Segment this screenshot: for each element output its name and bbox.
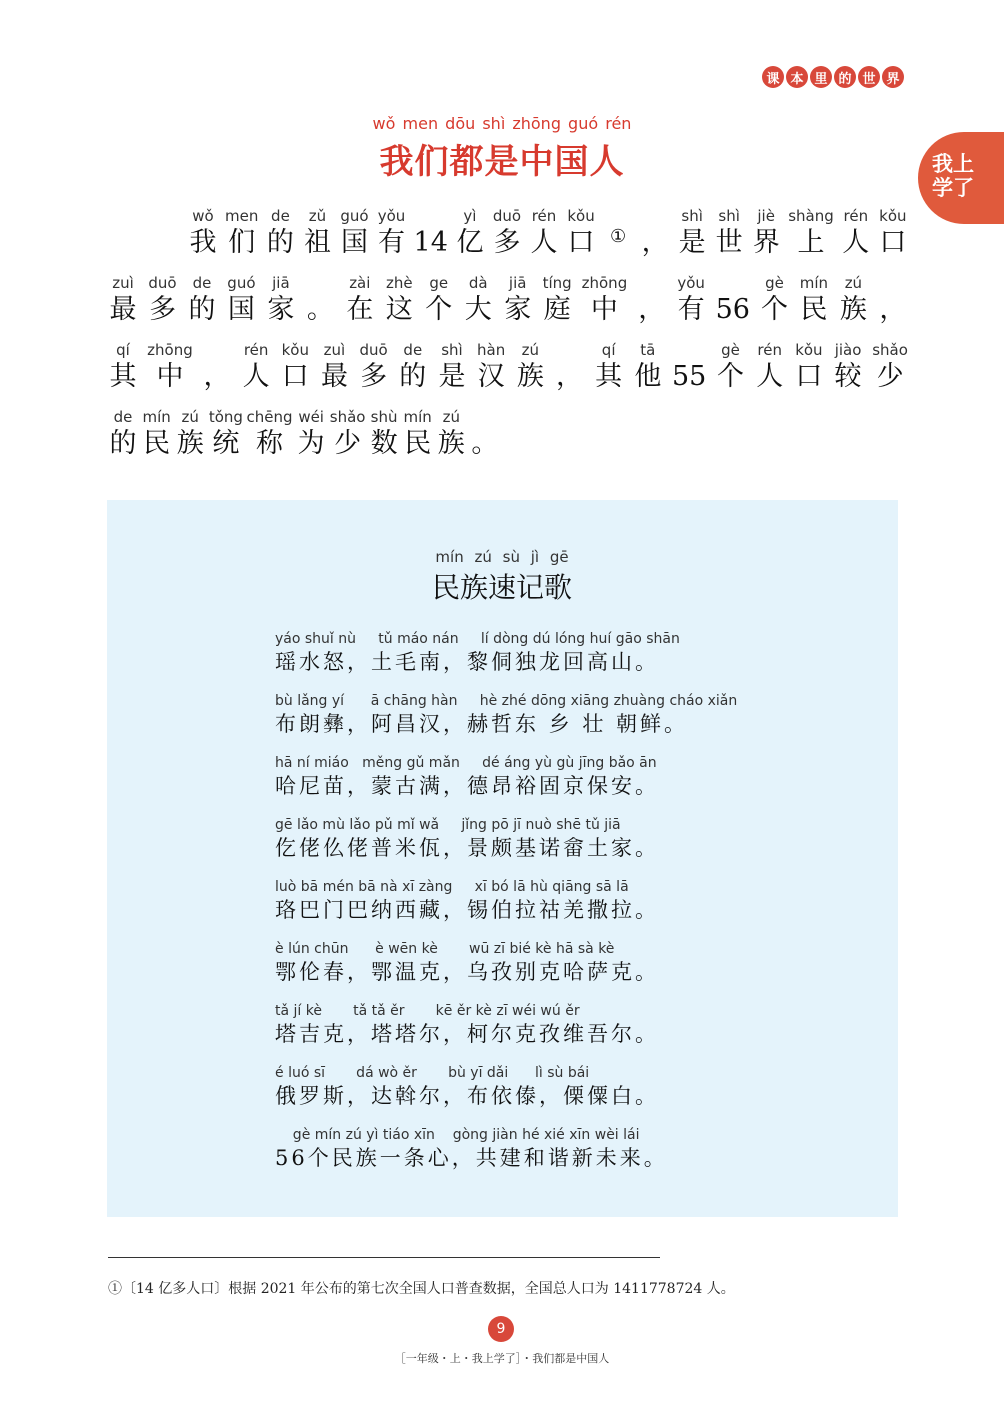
hanzi: 14 <box>413 227 448 258</box>
song-line <box>275 1002 659 1048</box>
pinyin: mín <box>403 408 432 426</box>
page-title: 我们都是中国人 <box>379 142 625 182</box>
hanzi: 们 <box>228 227 256 258</box>
hanzi: 称 <box>256 428 284 459</box>
footnote-rule <box>108 1257 660 1258</box>
section-tag-char: 界 <box>882 66 904 88</box>
pinyin: chēng <box>246 408 293 426</box>
main-paragraph <box>108 206 908 474</box>
song-line-text: 鄂伦春，鄂温克，乌孜别克哈萨克。 <box>275 960 659 984</box>
hanzi: 中 <box>590 294 618 325</box>
pinyin: zhōng <box>147 341 193 359</box>
hanzi: 个 <box>717 361 745 392</box>
paragraph-line <box>108 206 908 273</box>
pinyin: de <box>271 207 290 225</box>
pinyin: kǒu <box>795 341 823 359</box>
hanzi-cell <box>492 206 522 273</box>
section-tag-char: 世 <box>858 66 880 88</box>
hanzi: 族 <box>516 361 544 392</box>
hanzi-cell <box>175 407 205 474</box>
hanzi: 较 <box>834 361 862 392</box>
pinyin: men <box>225 207 259 225</box>
hanzi-cell <box>716 273 750 340</box>
pinyin: yì <box>463 207 477 225</box>
hanzi-cell <box>384 273 414 340</box>
song-line <box>275 754 659 800</box>
hanzi: 有 <box>677 294 705 325</box>
hanzi-cell <box>463 273 493 340</box>
hanzi-cell <box>147 273 177 340</box>
hanzi: 口 <box>879 227 907 258</box>
hanzi: 其 <box>595 361 623 392</box>
hanzi-cell <box>369 407 399 474</box>
hanzi: 个 <box>425 294 453 325</box>
hanzi: 族 <box>839 294 867 325</box>
hanzi: 的 <box>399 361 427 392</box>
hanzi-cell <box>345 273 375 340</box>
hanzi-cell <box>799 273 829 340</box>
pinyin: zhōng <box>581 274 628 292</box>
hanzi-cell <box>403 407 433 474</box>
pinyin: shì <box>681 207 703 225</box>
hanzi-cell <box>339 206 369 273</box>
hanzi-cell <box>529 206 559 273</box>
hanzi: 在 <box>346 294 374 325</box>
hanzi-cell <box>302 206 332 273</box>
pinyin: gè <box>721 341 740 359</box>
pinyin: yǒu <box>677 274 705 292</box>
pinyin: guó <box>340 207 369 225</box>
pinyin: rén <box>757 341 782 359</box>
pinyin: jiè <box>757 207 775 225</box>
pinyin: gè <box>765 274 784 292</box>
hanzi: 多 <box>493 227 521 258</box>
hanzi-cell <box>265 206 295 273</box>
hanzi-cell <box>677 206 707 273</box>
hanzi: 民 <box>143 428 171 459</box>
hanzi-cell <box>794 340 824 407</box>
pinyin: zài <box>349 274 371 292</box>
pinyin: de <box>192 274 212 292</box>
hanzi-cell <box>296 407 326 474</box>
hanzi-cell <box>872 340 908 407</box>
hanzi: 的 <box>188 294 216 325</box>
hanzi: 庭 <box>543 294 571 325</box>
pinyin: kǒu <box>567 207 595 225</box>
hanzi-cell <box>330 407 366 474</box>
pinyin: tíng <box>542 274 572 292</box>
unit-tab-line1: 我上 <box>932 152 974 176</box>
hanzi: 族 <box>176 428 204 459</box>
hanzi-cell <box>436 407 466 474</box>
hanzi: 为 <box>297 428 325 459</box>
hanzi: 我 <box>189 227 217 258</box>
song-title-pinyin: mín zú sù jì gē <box>435 548 569 566</box>
hanzi-cell <box>202 340 232 407</box>
pinyin: shì <box>718 207 740 225</box>
hanzi: 亿 <box>456 227 484 258</box>
paragraph-line <box>108 273 908 340</box>
pinyin: kǒu <box>879 207 907 225</box>
hanzi-cell <box>582 273 628 340</box>
hanzi: 是 <box>438 361 466 392</box>
hanzi: ， <box>879 294 907 325</box>
hanzi-cell <box>108 407 138 474</box>
hanzi: 国 <box>227 294 255 325</box>
hanzi-cell <box>878 206 908 273</box>
pinyin: yǒu <box>377 207 406 225</box>
song-line-pinyin: gè mín zú yì tiáo xīn gòng jiàn hé xié xīn wèi lái <box>275 1127 640 1143</box>
section-tag <box>762 66 904 88</box>
hanzi: 民 <box>404 428 432 459</box>
hanzi: ， <box>638 294 666 325</box>
hanzi-cell <box>142 407 172 474</box>
song-line-pinyin: è lún chūn è wēn kè wū zī bié kè hā sà kè <box>275 941 615 957</box>
pinyin: rén <box>243 341 269 359</box>
hanzi-cell <box>554 340 584 407</box>
pinyin: rén <box>843 207 869 225</box>
unit-tab-line2: 学了 <box>932 176 974 200</box>
hanzi: 他 <box>634 361 662 392</box>
hanzi-cell <box>225 206 258 273</box>
hanzi-cell <box>241 340 271 407</box>
hanzi: 世 <box>715 227 743 258</box>
hanzi: 口 <box>281 361 309 392</box>
hanzi: 祖 <box>303 227 331 258</box>
hanzi-cell <box>751 206 781 273</box>
paragraph-line <box>108 407 500 474</box>
song-line <box>275 1064 659 1110</box>
hanzi: 家 <box>504 294 532 325</box>
hanzi-cell <box>476 340 506 407</box>
pinyin: zú <box>521 341 539 359</box>
pinyin: tā <box>640 341 656 359</box>
hanzi: 少 <box>876 361 904 392</box>
pinyin: shǎo <box>329 408 366 426</box>
song-line-pinyin: yáo shuǐ nù tǔ máo nán lí dòng dú lóng huí gāo shān <box>275 631 680 647</box>
pinyin: shàng <box>788 207 834 225</box>
hanzi-cell <box>414 206 448 273</box>
hanzi-cell <box>676 273 706 340</box>
song-line <box>275 878 659 924</box>
pinyin: wǒ <box>192 207 214 225</box>
song-line <box>275 816 659 862</box>
hanzi-cell <box>266 273 296 340</box>
hanzi: ① <box>609 226 627 247</box>
pinyin: qí <box>116 341 130 359</box>
hanzi-cell <box>788 206 834 273</box>
hanzi-cell <box>147 340 193 407</box>
section-tag-char: 的 <box>834 66 856 88</box>
hanzi: 人 <box>756 361 784 392</box>
section-tag-char: 课 <box>762 66 784 88</box>
hanzi-cell <box>209 407 243 474</box>
pinyin: zuì <box>323 341 346 359</box>
hanzi-cell <box>305 273 335 340</box>
song-line-text: 珞巴门巴纳西藏，锡伯拉祜羌撒拉。 <box>275 898 659 922</box>
hanzi: 民 <box>800 294 828 325</box>
hanzi: 口 <box>567 227 595 258</box>
song-line <box>275 630 680 676</box>
hanzi-cell <box>633 340 663 407</box>
hanzi: 少 <box>334 428 362 459</box>
hanzi: 人 <box>242 361 270 392</box>
hanzi: ， <box>555 361 583 392</box>
hanzi: 是 <box>678 227 706 258</box>
hanzi-cell <box>319 340 349 407</box>
song-line-pinyin: gē lǎo mù lǎo pǔ mǐ wǎ jǐng pō jī nuò shē tǔ jiā <box>275 817 621 833</box>
hanzi: 个 <box>760 294 788 325</box>
hanzi-cell <box>398 340 428 407</box>
pinyin: dà <box>468 274 488 292</box>
hanzi: 多 <box>360 361 388 392</box>
pinyin: hàn <box>477 341 506 359</box>
hanzi-cell <box>755 340 785 407</box>
hanzi-cell <box>759 273 789 340</box>
pinyin: zhè <box>385 274 413 292</box>
hanzi-cell <box>470 407 500 474</box>
hanzi: 56 <box>715 294 750 325</box>
song-line-pinyin: bù lǎng yí ā chāng hàn hè zhé dōng xiāng zhuàng cháo xiǎn <box>275 693 738 709</box>
song-line-text: 布朗彝，阿昌汉，赫哲东 乡 壮 朝鲜。 <box>275 712 689 736</box>
hanzi-cell <box>515 340 545 407</box>
pinyin: zú <box>844 274 863 292</box>
hanzi: 的 <box>109 428 137 459</box>
song-title: 民族速记歌 <box>431 571 572 604</box>
hanzi-cell <box>280 340 310 407</box>
song-line-pinyin: hā ní miáo měng gǔ mǎn dé áng yù gù jīng bǎo ān <box>275 755 657 771</box>
hanzi-cell <box>640 206 670 273</box>
pinyin: duō <box>148 274 177 292</box>
pinyin: ge <box>429 274 449 292</box>
pinyin: shì <box>441 341 463 359</box>
footnote: ①〔14 亿多人口〕根据 2021 年公布的第七次全国人口普查数据，全国总人口为 1411778724 人。 <box>108 1281 735 1297</box>
pinyin: de <box>113 408 133 426</box>
hanzi: 上 <box>797 227 825 258</box>
song-line <box>275 692 737 738</box>
hanzi: 。 <box>306 294 334 325</box>
hanzi: 中 <box>156 361 184 392</box>
hanzi: 这 <box>385 294 413 325</box>
hanzi-cell <box>594 340 624 407</box>
hanzi-cell <box>672 340 706 407</box>
hanzi: 大 <box>464 294 492 325</box>
hanzi: 家 <box>267 294 295 325</box>
pinyin: shǎo <box>872 341 908 359</box>
pinyin: shù <box>370 408 398 426</box>
hanzi-cell <box>637 273 667 340</box>
pinyin: duō <box>492 207 522 225</box>
hanzi-cell <box>833 340 863 407</box>
hanzi-cell <box>226 273 256 340</box>
pinyin: zú <box>181 408 199 426</box>
hanzi: 最 <box>109 294 137 325</box>
pinyin: jiā <box>508 274 527 292</box>
hanzi-cell <box>377 206 407 273</box>
pinyin: jiào <box>834 341 862 359</box>
hanzi-cell <box>247 407 293 474</box>
hanzi: 人 <box>530 227 558 258</box>
pinyin: tǒng <box>208 408 243 426</box>
hanzi-cell <box>359 340 389 407</box>
hanzi: 多 <box>148 294 176 325</box>
hanzi-cell <box>716 340 746 407</box>
pinyin: zuì <box>112 274 134 292</box>
hanzi: 人 <box>842 227 870 258</box>
section-tag-char: 里 <box>810 66 832 88</box>
hanzi-cell <box>838 273 868 340</box>
song-line-text: 塔吉克，塔塔尔，柯尔克孜维吾尔。 <box>275 1022 659 1046</box>
hanzi-cell <box>108 273 138 340</box>
hanzi: 族 <box>437 428 465 459</box>
hanzi: 界 <box>752 227 780 258</box>
song-line-text: 俄罗斯，达斡尔，布依傣，傈僳白。 <box>275 1084 659 1108</box>
hanzi-cell <box>455 206 485 273</box>
song-line <box>275 1126 668 1172</box>
pinyin: wéi <box>298 408 324 426</box>
title-pinyin: wǒ men dōu shì zhōng guó rén <box>372 114 632 133</box>
song-line-text: 仡佬仫佬普米佤，景颇基诺畲土家。 <box>275 836 659 860</box>
hanzi-cell <box>108 340 138 407</box>
pinyin: mín <box>142 408 171 426</box>
pinyin: guó <box>227 274 256 292</box>
page-footer: ［一年级・上・我上学了］・我们都是中国人 <box>394 1352 610 1365</box>
hanzi: 最 <box>320 361 348 392</box>
hanzi: 统 <box>212 428 240 459</box>
hanzi: 数 <box>370 428 398 459</box>
hanzi-cell <box>542 273 572 340</box>
pinyin: de <box>403 341 423 359</box>
hanzi: 55 <box>672 361 707 392</box>
hanzi-cell <box>187 273 217 340</box>
pinyin: mín <box>799 274 829 292</box>
page-number: 9 <box>488 1316 514 1342</box>
hanzi: 的 <box>266 227 294 258</box>
hanzi-cell <box>437 340 467 407</box>
hanzi: 国 <box>340 227 368 258</box>
hanzi-cell <box>503 273 533 340</box>
hanzi: ， <box>641 227 669 258</box>
section-tag-char: 本 <box>786 66 808 88</box>
pinyin: duō <box>359 341 388 359</box>
song-line-pinyin: luò bā mén bā nà xī zàng xī bó lā hù qiāng sā lā <box>275 879 629 895</box>
song-line-text: 哈尼苗，蒙古满，德昂裕固京保安。 <box>275 774 659 798</box>
hanzi-cell <box>424 273 454 340</box>
hanzi-cell <box>841 206 871 273</box>
pinyin: zǔ <box>308 207 327 225</box>
hanzi-cell <box>566 206 596 273</box>
hanzi: ， <box>203 361 231 392</box>
hanzi: 汉 <box>477 361 505 392</box>
pinyin: kǒu <box>281 341 309 359</box>
pinyin: rén <box>531 207 557 225</box>
pinyin: zú <box>442 408 460 426</box>
hanzi: 有 <box>378 227 406 258</box>
hanzi-cell <box>878 273 908 340</box>
song-line <box>275 940 659 986</box>
hanzi: 其 <box>109 361 137 392</box>
pinyin: jiā <box>272 274 290 292</box>
song-line-text: 56个民族一条心，共建和谐新未来。 <box>275 1146 668 1170</box>
hanzi-cell <box>714 206 744 273</box>
song-line-text: 瑶水怒，土毛南，黎侗独龙回高山。 <box>275 650 659 674</box>
song-line-pinyin: tǎ jí kè tǎ tǎ ěr kē ěr kè zī wéi wú ěr <box>275 1003 580 1019</box>
hanzi-cell <box>603 206 633 273</box>
hanzi: 口 <box>795 361 823 392</box>
pinyin: qí <box>601 341 616 359</box>
hanzi-cell <box>188 206 218 273</box>
hanzi: 。 <box>471 428 499 459</box>
song-line-pinyin: é luó sī dá wò ěr bù yī dǎi lì sù bái <box>275 1065 590 1081</box>
paragraph-line <box>108 340 908 407</box>
